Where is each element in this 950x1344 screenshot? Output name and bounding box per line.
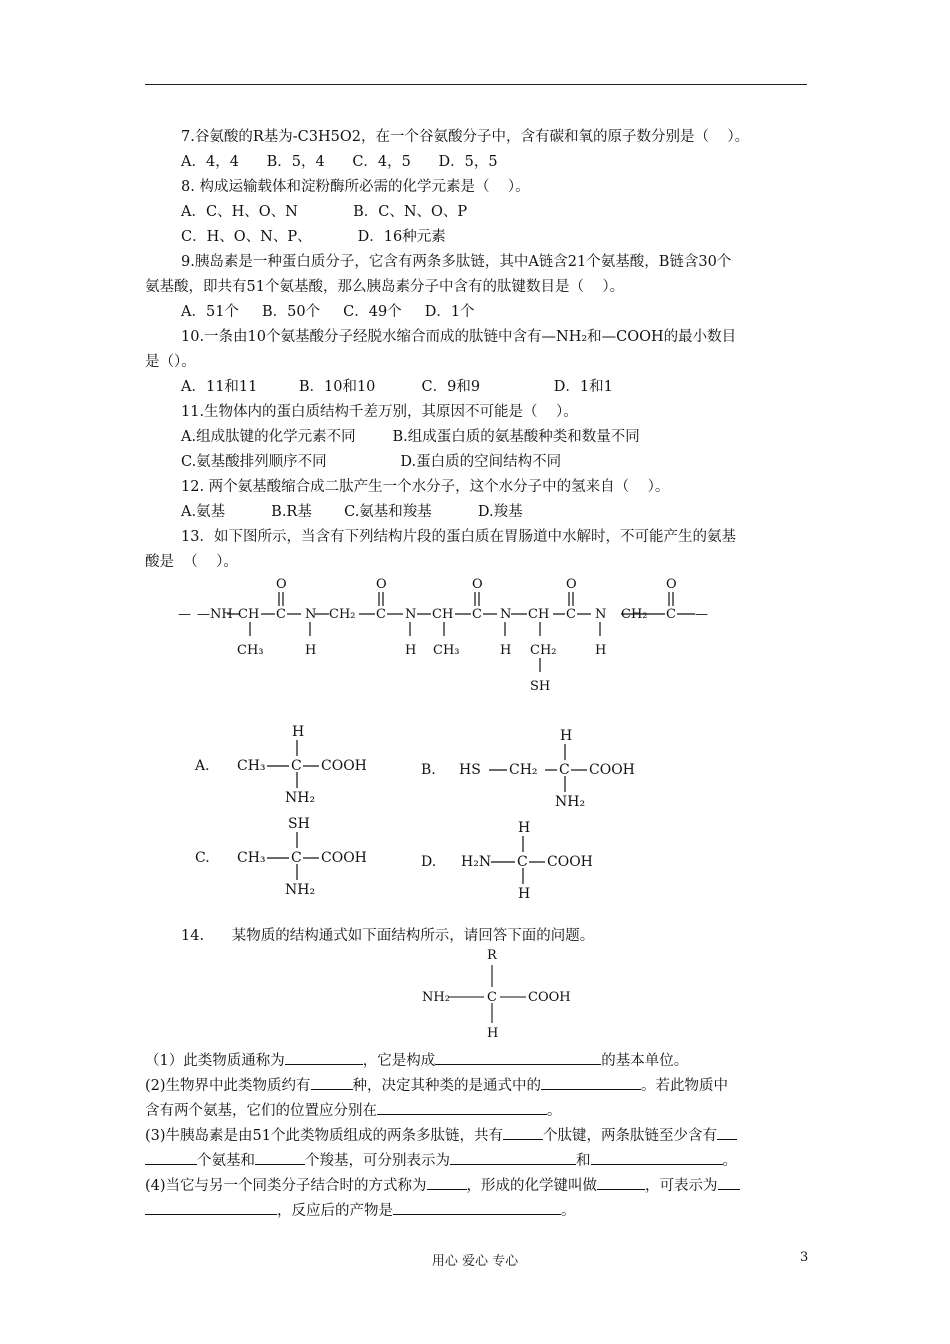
svg-text:O: O	[566, 577, 577, 592]
blank[interactable]	[427, 1175, 467, 1190]
svg-text:O: O	[276, 577, 287, 592]
svg-text:—NH: —NH	[197, 607, 233, 622]
blank[interactable]	[255, 1150, 305, 1165]
choice-d-label: D.	[421, 854, 437, 870]
svg-text:R: R	[487, 948, 497, 963]
blank[interactable]	[597, 1175, 645, 1190]
svg-text:COOH: COOH	[547, 854, 593, 870]
svg-text:H: H	[500, 643, 512, 658]
svg-text:SH: SH	[530, 679, 551, 694]
svg-text:N: N	[500, 607, 512, 622]
amino-acid-general-formula	[420, 945, 580, 1040]
svg-text:C: C	[517, 854, 528, 870]
blank[interactable]	[450, 1150, 576, 1165]
q14-stem: 14. 某物质的结构通式如下面结构所示，请回答下面的问题。	[181, 928, 595, 944]
svg-text:H: H	[405, 643, 417, 658]
svg-text:H: H	[487, 1026, 499, 1040]
svg-text:C: C	[472, 607, 482, 622]
q10-options: A．11和11 B．10和10 C．9和9 D．1和1	[181, 379, 613, 395]
svg-text:COOH: COOH	[528, 990, 571, 1005]
svg-text:CH₂: CH₂	[621, 607, 648, 622]
svg-text:NH₂: NH₂	[555, 794, 586, 810]
svg-text:H: H	[292, 724, 305, 740]
blank[interactable]	[145, 1150, 197, 1165]
svg-text:CH₃: CH₃	[237, 758, 266, 774]
q9-stem-1: 9.胰岛素是一种蛋白质分子，它含有两条多肽链，其中A链含21个氨基酸，B链含30个	[181, 254, 732, 270]
svg-text:C: C	[566, 607, 576, 622]
blank[interactable]	[541, 1075, 641, 1090]
svg-text:CH₂: CH₂	[509, 762, 538, 778]
q7-stem: 7.谷氨酸的R基为-C3H5O2，在一个谷氨酸分子中，含有碳和氧的原子数分别是（ ）。	[181, 129, 750, 145]
svg-text:C: C	[559, 762, 570, 778]
q9-stem-2: 氨基酸，即共有51个氨基酸，那么胰岛素分子中含有的肽键数目是（ ）。	[145, 279, 625, 295]
header-rule	[145, 84, 807, 85]
choice-a-label: A.	[195, 758, 210, 774]
svg-text:COOH: COOH	[589, 762, 635, 778]
svg-text:H: H	[305, 643, 317, 658]
page-number: 3	[800, 1250, 809, 1265]
svg-text:O: O	[376, 577, 387, 592]
svg-text:H: H	[518, 886, 531, 902]
peptide-chain-diagram	[175, 570, 715, 700]
footer-text: 用心 爱心 专心	[431, 1254, 519, 1269]
svg-text:—: —	[695, 607, 708, 622]
svg-text:N: N	[405, 607, 417, 622]
q7-options: A．4，4 B．5，4 C．4，5 D．5，5	[181, 154, 498, 170]
q13-choices-diagram	[185, 720, 665, 910]
svg-text:CH₂: CH₂	[329, 607, 356, 622]
svg-text:C: C	[291, 850, 302, 866]
q13-stem-2: 酸是 （ ）。	[145, 554, 238, 570]
svg-text:NH₂: NH₂	[285, 882, 316, 898]
svg-text:CH₃: CH₃	[433, 643, 460, 658]
svg-text:CH: CH	[238, 607, 260, 622]
q10-stem-1: 10.一条由10个氨基酸分子经脱水缩合而成的肽链中含有—NH₂和—COOH的最小数目	[181, 329, 737, 345]
svg-text:CH₃: CH₃	[237, 643, 264, 658]
q14-part3-line2: 个氨基和 个羧基，可分别表示为 和 。	[145, 1150, 737, 1170]
blank[interactable]	[145, 1200, 277, 1215]
svg-text:N: N	[305, 607, 317, 622]
svg-text:C: C	[666, 607, 676, 622]
q12-stem: 12. 两个氨基酸缩合成二肽产生一个水分子，这个水分子中的氢来自（ ）。	[181, 479, 670, 495]
svg-text:H: H	[560, 728, 573, 744]
q14-part1: （1）此类物质通称为 ，它是构成 的基本单位。	[145, 1050, 688, 1070]
svg-text:H: H	[518, 820, 531, 836]
blank[interactable]	[311, 1075, 353, 1090]
svg-text:CH: CH	[528, 607, 550, 622]
blank[interactable]	[393, 1200, 561, 1215]
svg-text:NH₂: NH₂	[285, 790, 316, 806]
svg-text:HS: HS	[459, 762, 481, 778]
q12-options: A.氨基 B.R基 C.氨基和羧基 D.羧基	[181, 504, 523, 520]
svg-text:C: C	[291, 758, 302, 774]
blank[interactable]	[285, 1050, 363, 1065]
svg-text:COOH: COOH	[321, 850, 367, 866]
choice-c-label: C.	[195, 850, 210, 866]
q8-options-2: C．H、O、N、P、 D．16种元素	[181, 229, 446, 245]
q14-part3-line1: (3)牛胰岛素是由51个此类物质组成的两条多肽链，共有 个肽键，两条肽链至少含有	[145, 1125, 737, 1145]
svg-text:C: C	[376, 607, 386, 622]
q14-part4-line2: ，反应后的产物是 。	[145, 1200, 576, 1220]
q8-stem: 8. 构成运输载体和淀粉酶所必需的化学元素是（ ）。	[181, 179, 530, 195]
blank[interactable]	[717, 1125, 737, 1140]
choice-b-label: B.	[421, 762, 436, 778]
blank[interactable]	[435, 1050, 601, 1065]
svg-text:O: O	[472, 577, 483, 592]
q10-stem-2: 是（）。	[145, 354, 196, 370]
svg-text:C: C	[487, 990, 497, 1005]
svg-text:C: C	[276, 607, 286, 622]
svg-text:NH₂: NH₂	[422, 990, 450, 1005]
svg-text:—: —	[178, 607, 191, 622]
q14-part4-line1: (4)当它与另一个同类分子结合时的方式称为 ，形成的化学键叫做 ，可表示为	[145, 1175, 740, 1195]
svg-text:SH: SH	[288, 816, 310, 832]
blank[interactable]	[591, 1150, 723, 1165]
q11-options-1: A.组成肽键的化学元素不同 B.组成蛋白质的氨基酸种类和数量不同	[181, 429, 640, 445]
q9-options: A．51个 B．50个 C．49个 D．1个	[181, 304, 475, 320]
q14-part2-line1: (2)生物界中此类物质约有 种，决定其种类的是通式中的 。若此物质中	[145, 1075, 728, 1095]
svg-text:H: H	[595, 643, 607, 658]
q11-stem: 11.生物体内的蛋白质结构千差万别，其原因不可能是（ ）。	[181, 404, 578, 420]
svg-text:COOH: COOH	[321, 758, 367, 774]
q14-part2-line2: 含有两个氨基，它们的位置应分别在 。	[145, 1100, 562, 1120]
q13-stem-1: 13．如下图所示，当含有下列结构片段的蛋白质在胃肠道中水解时，不可能产生的氨基	[181, 529, 736, 545]
svg-text:O: O	[666, 577, 677, 592]
svg-text:CH₂: CH₂	[530, 643, 557, 658]
svg-text:H₂N: H₂N	[461, 854, 492, 870]
blank[interactable]	[377, 1100, 547, 1115]
svg-text:N: N	[595, 607, 607, 622]
svg-text:CH₃: CH₃	[237, 850, 266, 866]
q8-options-1: A．C、H、O、N B．C、N、O、P	[181, 204, 468, 220]
svg-text:CH: CH	[432, 607, 454, 622]
q11-options-2: C.氨基酸排列顺序不同 D.蛋白质的空间结构不同	[181, 454, 562, 470]
blank[interactable]	[718, 1175, 740, 1190]
blank[interactable]	[503, 1125, 543, 1140]
